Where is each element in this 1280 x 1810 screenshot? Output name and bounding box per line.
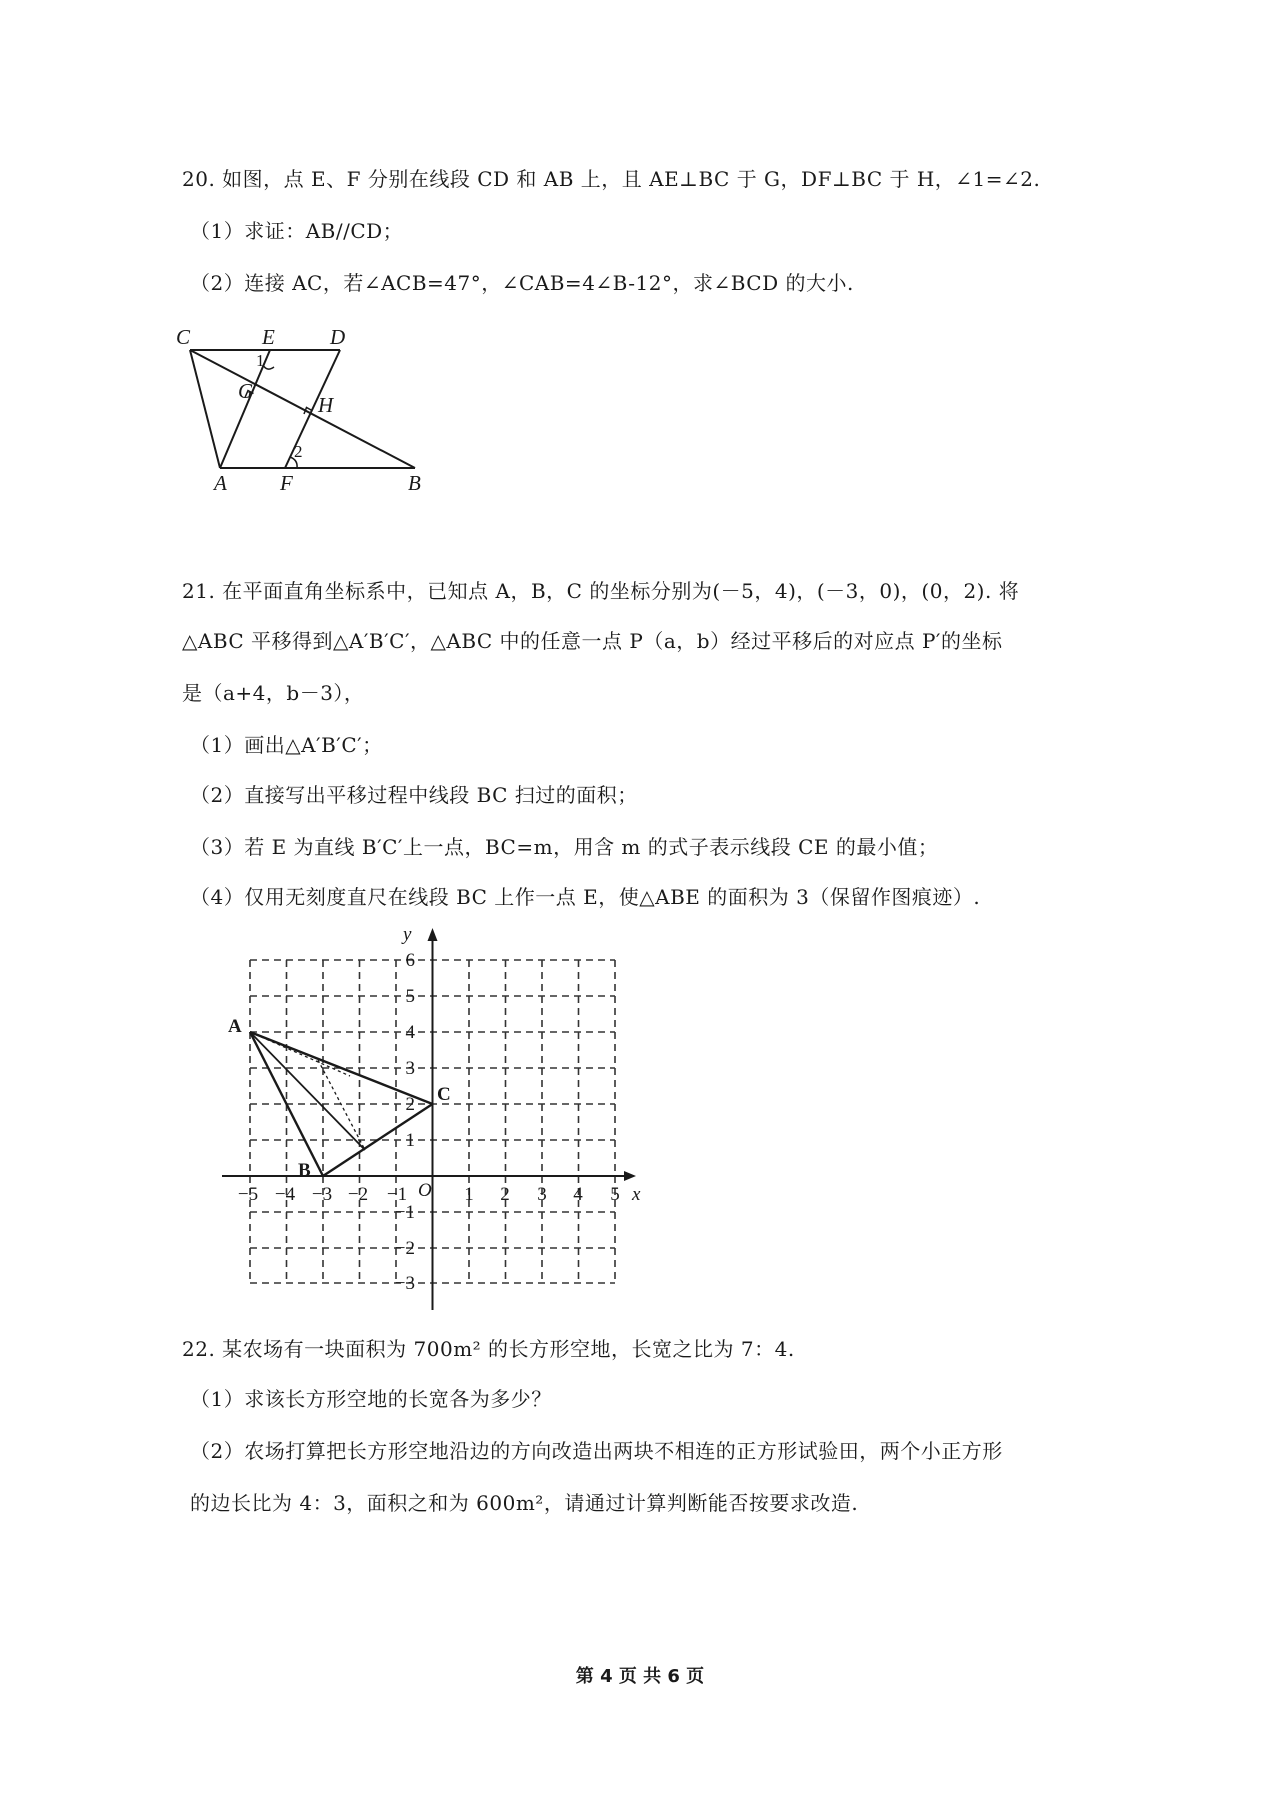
q22-part1: （1）求该长方形空地的长宽各为多少？ <box>190 1387 552 1411</box>
x-tick-4: 4 <box>573 1184 583 1205</box>
x-tick-5: 5 <box>610 1184 620 1205</box>
y-tick-4: 4 <box>405 1022 415 1043</box>
x-tick-neg2: −2 <box>347 1184 369 1205</box>
q22-part2-line1: （2）农场打算把长方形空地沿边的方向改造出两块不相连的正方形试验田，两个小正方形 <box>190 1439 1003 1463</box>
y-axis-label: y <box>403 924 412 945</box>
y-tick-6: 6 <box>405 950 415 971</box>
y-tick-5: 5 <box>405 986 415 1007</box>
x-tick-2: 2 <box>500 1184 510 1205</box>
q22-part2-line2: 的边长比为 4：3，面积之和为 600m²，请通过计算判断能否按要求改造. <box>190 1491 859 1515</box>
x-tick-neg3: −3 <box>311 1184 333 1205</box>
label-C: C <box>176 325 191 349</box>
x-tick-neg4: −4 <box>274 1184 296 1205</box>
y-tick-1: 1 <box>405 1130 415 1151</box>
label-H: H <box>318 393 334 417</box>
q21-part1: （1）画出△A′B′C′； <box>190 733 383 757</box>
label-E: E <box>262 325 275 349</box>
q20-geometry-figure <box>170 320 450 495</box>
y-tick-neg3: −3 <box>394 1273 415 1294</box>
q20-part2: （2）连接 AC，若∠ACB=47°，∠CAB=4∠B-12°，求∠BCD 的大小. <box>190 271 854 295</box>
label-A: A <box>214 471 227 495</box>
y-tick-3: 3 <box>405 1058 415 1079</box>
label-D: D <box>330 325 346 349</box>
x-tick-3: 3 <box>537 1184 547 1205</box>
q21-stem-line3: 是（a+4，b－3）， <box>182 681 365 705</box>
point-A-label: A <box>228 1016 242 1037</box>
angle-1-label: 1 <box>256 351 265 370</box>
point-B-label: B <box>298 1160 311 1181</box>
angle-2-label: 2 <box>294 442 303 461</box>
point-C-label: C <box>437 1084 451 1105</box>
q21-part2: （2）直接写出平移过程中线段 BC 扫过的面积； <box>190 783 638 807</box>
y-tick-neg1: −1 <box>394 1202 415 1223</box>
label-F: F <box>280 471 293 495</box>
x-axis-label: x <box>632 1184 641 1205</box>
y-tick-neg2: −2 <box>394 1238 415 1259</box>
q20-stem: 20. 如图，点 E、F 分别在线段 CD 和 AB 上，且 AE⊥BC 于 G，DF⊥BC 于 H，∠1=∠2. <box>182 167 1041 191</box>
label-B: B <box>408 471 421 495</box>
x-tick-neg5: −5 <box>237 1184 259 1205</box>
q21-stem-line2: △ABC 平移得到△A′B′C′，△ABC 中的任意一点 P（a，b）经过平移后的对应点 P′的坐标 <box>182 629 1003 653</box>
x-tick-1: 1 <box>464 1184 474 1205</box>
q22-stem: 22. 某农场有一块面积为 700m² 的长方形空地，长宽之比为 7：4. <box>182 1337 795 1361</box>
y-tick-2: 2 <box>405 1094 415 1115</box>
q20-part1: （1）求证：AB//CD； <box>190 219 404 243</box>
page-footer: 第 4 页 共 6 页 <box>575 1666 705 1687</box>
origin-label: O <box>418 1180 432 1201</box>
q21-part4: （4）仅用无刻度直尺在线段 BC 上作一点 E，使△ABE 的面积为 3（保留作图痕迹）. <box>190 885 981 909</box>
q21-stem-line1: 21. 在平面直角坐标系中，已知点 A，B，C 的坐标分别为(－5，4)，(－3，0)，(0，2). 将 <box>182 579 1020 603</box>
q21-part3: （3）若 E 为直线 B′C′上一点，BC=m，用含 m 的式子表示线段 CE 的最小值； <box>190 835 939 859</box>
label-G: G <box>238 379 254 403</box>
x-tick-neg1: −1 <box>386 1184 408 1205</box>
